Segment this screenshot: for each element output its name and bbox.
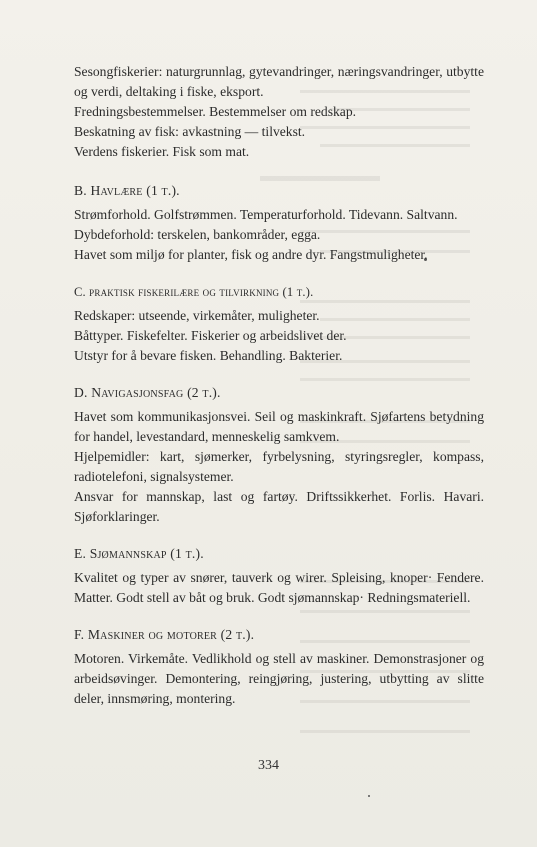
paragraph: Verdens fiskerier. Fisk som mat. <box>74 144 250 159</box>
section-maskiner-og-motorer <box>74 625 484 709</box>
paragraph: Havet som miljø for planter, fisk og andre dyr. Fangstmuligheter. <box>74 247 428 262</box>
paragraph: Kvalitet og typer av snører, tauverk og wirer. Spleising, knoper· Fendere. Matter. Godt stell av båt og bruk. Godt sjømannskap· Redningsmateriell. <box>74 570 484 605</box>
paragraph: Beskatning av fisk: avkastning — tilvekst. <box>74 124 306 139</box>
paragraph: Redskaper: utseende, virkemåter, muligheter. <box>74 308 320 323</box>
section-heading: E. Sjømannskap (1 t.). <box>74 546 204 561</box>
paragraph: Strømforhold. Golfstrømmen. Temperaturforhold. Tidevann. Saltvann. <box>74 207 458 222</box>
paragraph: Utstyr for å bevare fisken. Behandling. Bakterier. <box>74 348 343 363</box>
paragraph: Dybdeforhold: terskelen, bankområder, egga. <box>74 227 321 242</box>
section-heading: D. Navigasjonsfag (2 t.). <box>74 385 221 400</box>
section-sjomannskap <box>74 544 484 608</box>
page-content <box>74 62 484 709</box>
paragraph: Ansvar for mannskap, last og fartøy. Driftssikkerhet. Forlis. Havari. Sjøforklaringer. <box>74 489 484 524</box>
section-havlaere <box>74 181 484 265</box>
paper-speck <box>368 795 370 797</box>
paragraph: Motoren. Virkemåte. Vedlikhold og stell av maskiner. Demonstrasjoner og arbeidsøvinger. Demontering, reingjøring, justering, utbytting av slitte deler, innsmøring, montering. <box>74 651 484 706</box>
paragraph: Fredningsbestemmelser. Bestemmelser om redskap. <box>74 104 357 119</box>
section-praktisk-fiskerilaere <box>74 282 484 366</box>
intro-block <box>74 62 484 162</box>
section-navigasjonsfag <box>74 383 484 527</box>
section-heading: F. Maskiner og motorer (2 t.). <box>74 627 255 642</box>
page-number: 334 <box>258 758 279 773</box>
section-heading: C. praktisk fiskerilære og tilvirkning (1 t.). <box>74 285 314 299</box>
paragraph: Båttyper. Fiskefelter. Fiskerier og arbeidslivet der. <box>74 328 347 343</box>
paragraph: Havet som kommunikasjonsvei. Seil og maskinkraft. Sjøfartens betydning for handel, levestandard, menneskelig samkvem. <box>74 409 484 444</box>
section-heading: B. Havlære (1 t.). <box>74 183 180 198</box>
paragraph: Hjelpemidler: kart, sjømerker, fyrbelysning, styringsregler, kompass, radiotelefoni, signalsystemer. <box>74 449 484 484</box>
paragraph: Sesongfiskerier: naturgrunnlag, gytevandringer, næringsvandringer, utbytte og verdi, deltaking i fiske, eksport. <box>74 64 484 99</box>
